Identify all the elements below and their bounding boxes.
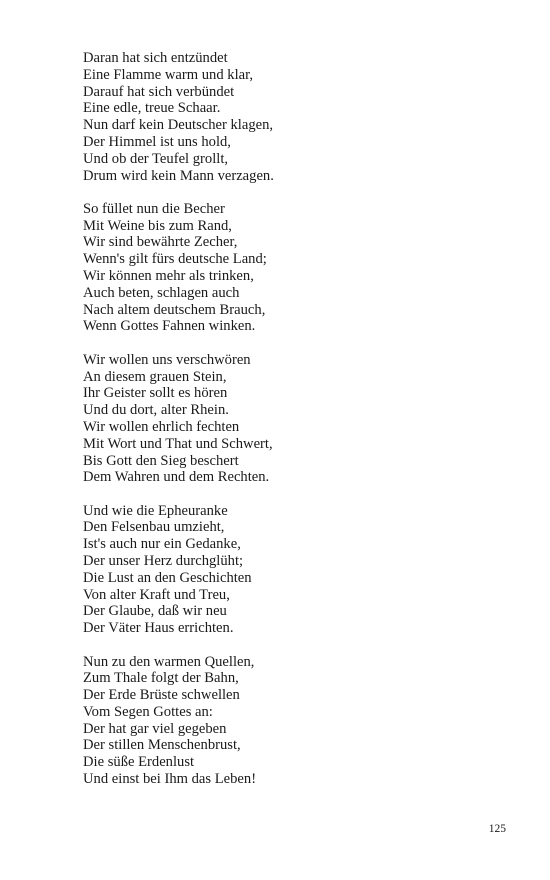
poem-line: Mit Weine bis zum Rand, — [83, 217, 232, 234]
stanza-4 — [83, 503, 523, 637]
poem-line: Darauf hat sich verbündet — [83, 83, 235, 100]
poem-line: Der Erde Brüste schwellen — [83, 687, 240, 704]
poem-line: Wir können mehr als trinken, — [83, 268, 254, 285]
poem-line: Daran hat sich entzündet — [83, 50, 228, 66]
poem-line: Der hat gar viel gegeben — [83, 720, 227, 737]
stanza-2 — [83, 201, 523, 335]
poem-line: Auch beten, schlagen auch — [83, 284, 240, 301]
poem-line: Den Felsenbau umzieht, — [83, 519, 225, 536]
poem-line: Nun darf kein Deutscher klagen, — [83, 117, 274, 134]
poem-line: Eine Flamme warm und klar, — [83, 66, 254, 83]
poem-line: Ihr Geister sollt es hören — [83, 385, 228, 402]
poem-line: Der Väter Haus errichten. — [83, 620, 234, 637]
poem-line: Von alter Kraft und Treu, — [83, 586, 230, 603]
poem-line: Der stillen Menschenbrust, — [83, 737, 241, 754]
poem-line: Nun zu den warmen Quellen, — [83, 653, 255, 670]
poem-line: Der Glaube, daß wir neu — [83, 603, 227, 620]
poem-line: An diesem grauen Stein, — [83, 368, 227, 385]
stanza-5 — [83, 654, 523, 788]
poem-line: Dem Wahren und dem Rechten. — [83, 469, 270, 486]
stanza-3 — [83, 352, 523, 486]
poem-line: Wenn Gottes Fahnen winken. — [83, 318, 256, 335]
poem-line: So füllet nun die Becher — [83, 200, 225, 217]
poem-line: Und ob der Teufel grollt, — [83, 150, 229, 167]
poem-line: Wenn's gilt fürs deutsche Land; — [83, 251, 267, 268]
poem-line: Der Himmel ist uns hold, — [83, 133, 231, 150]
page-number: 125 — [488, 823, 506, 835]
stanza-1 — [83, 50, 523, 184]
poem-line: Eine edle, treue Schaar. — [83, 100, 221, 117]
poem-line: Und wie die Epheuranke — [83, 502, 228, 519]
poem-line: Und du dort, alter Rhein. — [83, 402, 229, 419]
poem-line: Mit Wort und That und Schwert, — [83, 435, 273, 452]
poem-line: Der unser Herz durchglüht; — [83, 553, 244, 570]
poem-body — [83, 50, 523, 804]
poem-line: Und einst bei Ihm das Leben! — [83, 771, 257, 788]
poem-line: Die süße Erdenlust — [83, 754, 195, 771]
poem-line: Ist's auch nur ein Gedanke, — [83, 536, 241, 553]
poem-line: Vom Segen Gottes an: — [83, 703, 213, 720]
poem-line: Die Lust an den Geschichten — [83, 569, 252, 586]
poem-line: Zum Thale folgt der Bahn, — [83, 670, 239, 687]
poem-line: Nach altem deutschem Brauch, — [83, 301, 266, 318]
poem-line: Wir sind bewährte Zecher, — [83, 234, 238, 251]
poem-line: Bis Gott den Sieg beschert — [83, 452, 239, 469]
poem-line: Wir wollen uns verschwören — [83, 351, 251, 368]
poem-line: Drum wird kein Mann verzagen. — [83, 167, 274, 184]
poem-line: Wir wollen ehrlich fechten — [83, 418, 240, 435]
